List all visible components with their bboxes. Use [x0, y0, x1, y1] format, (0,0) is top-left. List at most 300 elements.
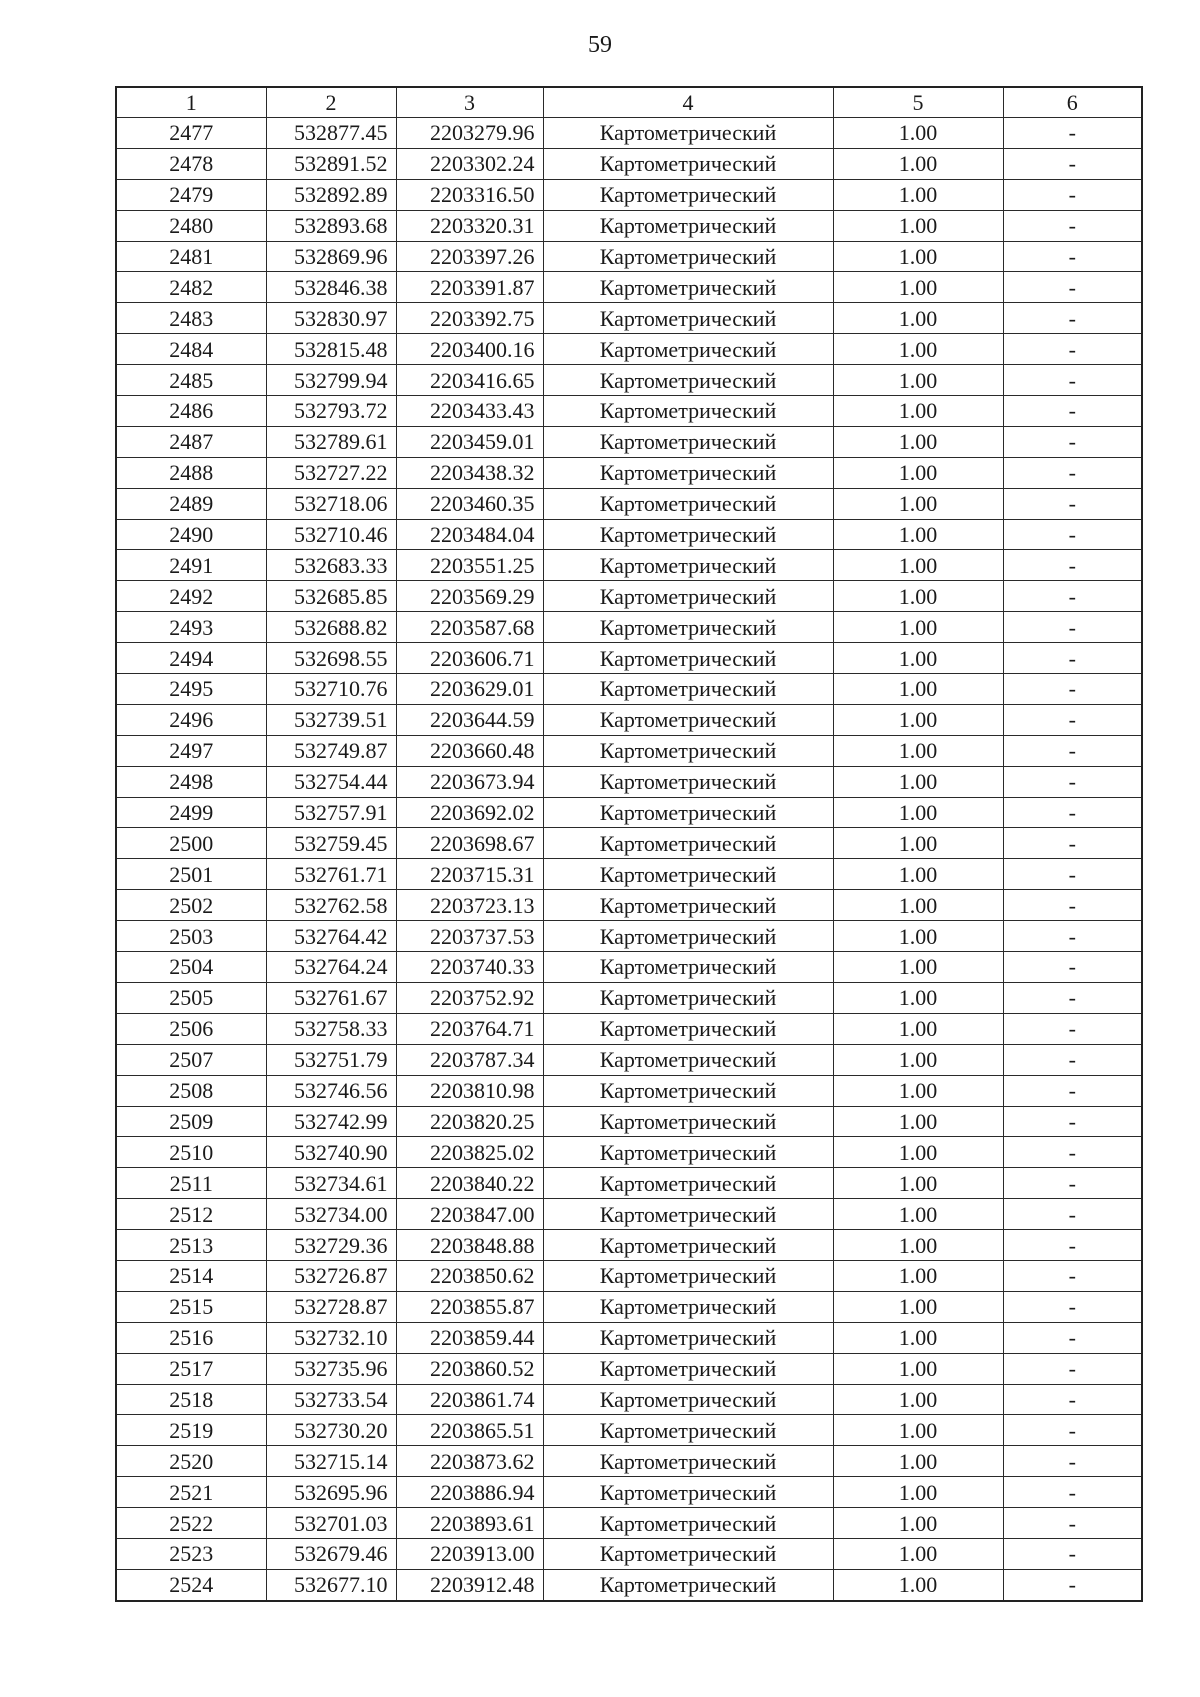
method-cell: Картометрический: [543, 674, 833, 705]
x-coordinate-cell: 532698.55: [266, 643, 396, 674]
point-number-cell: 2516: [116, 1322, 266, 1353]
y-coordinate-cell: 2203787.34: [396, 1044, 543, 1075]
page-number: 59: [588, 32, 612, 58]
point-number-cell: 2499: [116, 797, 266, 828]
point-number-cell: 2498: [116, 766, 266, 797]
table-row: [116, 1538, 1142, 1569]
method-cell: Картометрический: [543, 1075, 833, 1106]
point-number-cell: 2517: [116, 1353, 266, 1384]
description-cell: -: [1003, 1384, 1142, 1415]
accuracy-cell: 1.00: [833, 365, 1003, 396]
x-coordinate-cell: 532734.61: [266, 1168, 396, 1199]
y-coordinate-cell: 2203859.44: [396, 1322, 543, 1353]
table-row: [116, 921, 1142, 952]
accuracy-cell: 1.00: [833, 1075, 1003, 1106]
y-coordinate-cell: 2203847.00: [396, 1199, 543, 1230]
description-cell: -: [1003, 488, 1142, 519]
accuracy-cell: 1.00: [833, 1415, 1003, 1446]
method-cell: Картометрический: [543, 704, 833, 735]
accuracy-cell: 1.00: [833, 1137, 1003, 1168]
accuracy-cell: 1.00: [833, 921, 1003, 952]
description-cell: -: [1003, 1137, 1142, 1168]
table-row: [116, 1260, 1142, 1291]
description-cell: -: [1003, 396, 1142, 427]
description-cell: -: [1003, 241, 1142, 272]
description-cell: -: [1003, 210, 1142, 241]
description-cell: -: [1003, 828, 1142, 859]
y-coordinate-cell: 2203392.75: [396, 303, 543, 334]
accuracy-cell: 1.00: [833, 1538, 1003, 1569]
x-coordinate-cell: 532761.71: [266, 859, 396, 890]
y-coordinate-cell: 2203587.68: [396, 612, 543, 643]
point-number-cell: 2485: [116, 365, 266, 396]
description-cell: -: [1003, 148, 1142, 179]
x-coordinate-cell: 532746.56: [266, 1075, 396, 1106]
accuracy-cell: 1.00: [833, 1477, 1003, 1508]
accuracy-cell: 1.00: [833, 1106, 1003, 1137]
table-row: [116, 365, 1142, 396]
method-cell: Картометрический: [543, 241, 833, 272]
method-cell: Картометрический: [543, 859, 833, 890]
y-coordinate-cell: 2203629.01: [396, 674, 543, 705]
table-row: [116, 488, 1142, 519]
description-cell: -: [1003, 1106, 1142, 1137]
y-coordinate-cell: 2203279.96: [396, 118, 543, 149]
y-coordinate-cell: 2203886.94: [396, 1477, 543, 1508]
method-cell: Картометрический: [543, 1569, 833, 1600]
point-number-cell: 2496: [116, 704, 266, 735]
y-coordinate-cell: 2203397.26: [396, 241, 543, 272]
table-row: [116, 828, 1142, 859]
description-cell: -: [1003, 457, 1142, 488]
point-number-cell: 2515: [116, 1291, 266, 1322]
point-number-cell: 2504: [116, 952, 266, 983]
x-coordinate-cell: 532735.96: [266, 1353, 396, 1384]
column-header-3: 3: [396, 87, 543, 118]
method-cell: Картометрический: [543, 1384, 833, 1415]
table-row: [116, 334, 1142, 365]
point-number-cell: 2493: [116, 612, 266, 643]
accuracy-cell: 1.00: [833, 148, 1003, 179]
y-coordinate-cell: 2203723.13: [396, 890, 543, 921]
table-row: [116, 1384, 1142, 1415]
method-cell: Картометрический: [543, 426, 833, 457]
accuracy-cell: 1.00: [833, 426, 1003, 457]
x-coordinate-cell: 532733.54: [266, 1384, 396, 1415]
accuracy-cell: 1.00: [833, 859, 1003, 890]
accuracy-cell: 1.00: [833, 828, 1003, 859]
description-cell: -: [1003, 1415, 1142, 1446]
header-row: [116, 87, 1142, 118]
point-number-cell: 2500: [116, 828, 266, 859]
y-coordinate-cell: 2203840.22: [396, 1168, 543, 1199]
point-number-cell: 2524: [116, 1569, 266, 1600]
table-row: [116, 1137, 1142, 1168]
y-coordinate-cell: 2203459.01: [396, 426, 543, 457]
point-number-cell: 2479: [116, 179, 266, 210]
point-number-cell: 2514: [116, 1260, 266, 1291]
table-row: [116, 148, 1142, 179]
accuracy-cell: 1.00: [833, 952, 1003, 983]
accuracy-cell: 1.00: [833, 118, 1003, 149]
coordinates-table: [115, 86, 1143, 1602]
method-cell: Картометрический: [543, 1260, 833, 1291]
x-coordinate-cell: 532758.33: [266, 1013, 396, 1044]
table-row: [116, 241, 1142, 272]
point-number-cell: 2491: [116, 550, 266, 581]
description-cell: -: [1003, 921, 1142, 952]
y-coordinate-cell: 2203737.53: [396, 921, 543, 952]
table-row: [116, 581, 1142, 612]
accuracy-cell: 1.00: [833, 612, 1003, 643]
method-cell: Картометрический: [543, 982, 833, 1013]
point-number-cell: 2518: [116, 1384, 266, 1415]
point-number-cell: 2487: [116, 426, 266, 457]
y-coordinate-cell: 2203644.59: [396, 704, 543, 735]
description-cell: -: [1003, 334, 1142, 365]
description-cell: -: [1003, 1075, 1142, 1106]
description-cell: -: [1003, 179, 1142, 210]
description-cell: -: [1003, 1199, 1142, 1230]
point-number-cell: 2482: [116, 272, 266, 303]
description-cell: -: [1003, 704, 1142, 735]
table-row: [116, 1569, 1142, 1600]
method-cell: Картометрический: [543, 210, 833, 241]
accuracy-cell: 1.00: [833, 1013, 1003, 1044]
table-row: [116, 1353, 1142, 1384]
y-coordinate-cell: 2203861.74: [396, 1384, 543, 1415]
accuracy-cell: 1.00: [833, 1353, 1003, 1384]
accuracy-cell: 1.00: [833, 488, 1003, 519]
description-cell: -: [1003, 612, 1142, 643]
method-cell: Картометрический: [543, 118, 833, 149]
accuracy-cell: 1.00: [833, 179, 1003, 210]
method-cell: Картометрический: [543, 1044, 833, 1075]
point-number-cell: 2481: [116, 241, 266, 272]
description-cell: -: [1003, 1260, 1142, 1291]
y-coordinate-cell: 2203569.29: [396, 581, 543, 612]
accuracy-cell: 1.00: [833, 1260, 1003, 1291]
accuracy-cell: 1.00: [833, 210, 1003, 241]
method-cell: Картометрический: [543, 396, 833, 427]
table-header: [116, 87, 1142, 118]
y-coordinate-cell: 2203873.62: [396, 1446, 543, 1477]
y-coordinate-cell: 2203316.50: [396, 179, 543, 210]
table-row: [116, 210, 1142, 241]
description-cell: -: [1003, 1508, 1142, 1539]
method-cell: Картометрический: [543, 890, 833, 921]
point-number-cell: 2507: [116, 1044, 266, 1075]
x-coordinate-cell: 532761.67: [266, 982, 396, 1013]
y-coordinate-cell: 2203692.02: [396, 797, 543, 828]
accuracy-cell: 1.00: [833, 890, 1003, 921]
x-coordinate-cell: 532891.52: [266, 148, 396, 179]
table-row: [116, 704, 1142, 735]
accuracy-cell: 1.00: [833, 396, 1003, 427]
description-cell: -: [1003, 1538, 1142, 1569]
y-coordinate-cell: 2203460.35: [396, 488, 543, 519]
point-number-cell: 2509: [116, 1106, 266, 1137]
accuracy-cell: 1.00: [833, 550, 1003, 581]
description-cell: -: [1003, 890, 1142, 921]
accuracy-cell: 1.00: [833, 1384, 1003, 1415]
description-cell: -: [1003, 674, 1142, 705]
x-coordinate-cell: 532739.51: [266, 704, 396, 735]
y-coordinate-cell: 2203764.71: [396, 1013, 543, 1044]
table-body: [116, 118, 1142, 1601]
accuracy-cell: 1.00: [833, 241, 1003, 272]
method-cell: Картометрический: [543, 1168, 833, 1199]
method-cell: Картометрический: [543, 1353, 833, 1384]
x-coordinate-cell: 532710.76: [266, 674, 396, 705]
y-coordinate-cell: 2203912.48: [396, 1569, 543, 1600]
method-cell: Картометрический: [543, 952, 833, 983]
point-number-cell: 2508: [116, 1075, 266, 1106]
accuracy-cell: 1.00: [833, 581, 1003, 612]
x-coordinate-cell: 532732.10: [266, 1322, 396, 1353]
description-cell: -: [1003, 519, 1142, 550]
description-cell: -: [1003, 303, 1142, 334]
description-cell: -: [1003, 1291, 1142, 1322]
point-number-cell: 2494: [116, 643, 266, 674]
method-cell: Картометрический: [543, 272, 833, 303]
x-coordinate-cell: 532830.97: [266, 303, 396, 334]
table-row: [116, 1415, 1142, 1446]
method-cell: Картометрический: [543, 797, 833, 828]
y-coordinate-cell: 2203825.02: [396, 1137, 543, 1168]
x-coordinate-cell: 532729.36: [266, 1230, 396, 1261]
y-coordinate-cell: 2203752.92: [396, 982, 543, 1013]
y-coordinate-cell: 2203606.71: [396, 643, 543, 674]
table-row: [116, 1013, 1142, 1044]
point-number-cell: 2510: [116, 1137, 266, 1168]
x-coordinate-cell: 532764.42: [266, 921, 396, 952]
accuracy-cell: 1.00: [833, 457, 1003, 488]
method-cell: Картометрический: [543, 1106, 833, 1137]
table-row: [116, 303, 1142, 334]
y-coordinate-cell: 2203660.48: [396, 735, 543, 766]
table-row: [116, 1477, 1142, 1508]
x-coordinate-cell: 532893.68: [266, 210, 396, 241]
x-coordinate-cell: 532815.48: [266, 334, 396, 365]
accuracy-cell: 1.00: [833, 704, 1003, 735]
description-cell: -: [1003, 982, 1142, 1013]
method-cell: Картометрический: [543, 828, 833, 859]
description-cell: -: [1003, 766, 1142, 797]
point-number-cell: 2521: [116, 1477, 266, 1508]
x-coordinate-cell: 532715.14: [266, 1446, 396, 1477]
table-row: [116, 890, 1142, 921]
x-coordinate-cell: 532728.87: [266, 1291, 396, 1322]
x-coordinate-cell: 532726.87: [266, 1260, 396, 1291]
table-row: [116, 1508, 1142, 1539]
y-coordinate-cell: 2203551.25: [396, 550, 543, 581]
y-coordinate-cell: 2203438.32: [396, 457, 543, 488]
accuracy-cell: 1.00: [833, 1199, 1003, 1230]
table-row: [116, 396, 1142, 427]
method-cell: Картометрический: [543, 1446, 833, 1477]
method-cell: Картометрический: [543, 488, 833, 519]
table-row: [116, 1291, 1142, 1322]
y-coordinate-cell: 2203893.61: [396, 1508, 543, 1539]
point-number-cell: 2520: [116, 1446, 266, 1477]
method-cell: Картометрический: [543, 365, 833, 396]
x-coordinate-cell: 532683.33: [266, 550, 396, 581]
y-coordinate-cell: 2203810.98: [396, 1075, 543, 1106]
point-number-cell: 2484: [116, 334, 266, 365]
point-number-cell: 2512: [116, 1199, 266, 1230]
method-cell: Картометрический: [543, 1013, 833, 1044]
x-coordinate-cell: 532762.58: [266, 890, 396, 921]
y-coordinate-cell: 2203698.67: [396, 828, 543, 859]
accuracy-cell: 1.00: [833, 982, 1003, 1013]
table-row: [116, 735, 1142, 766]
x-coordinate-cell: 532846.38: [266, 272, 396, 303]
y-coordinate-cell: 2203848.88: [396, 1230, 543, 1261]
y-coordinate-cell: 2203416.65: [396, 365, 543, 396]
description-cell: -: [1003, 1477, 1142, 1508]
description-cell: -: [1003, 859, 1142, 890]
method-cell: Картометрический: [543, 1508, 833, 1539]
point-number-cell: 2495: [116, 674, 266, 705]
description-cell: -: [1003, 1353, 1142, 1384]
x-coordinate-cell: 532730.20: [266, 1415, 396, 1446]
point-number-cell: 2501: [116, 859, 266, 890]
point-number-cell: 2490: [116, 519, 266, 550]
point-number-cell: 2480: [116, 210, 266, 241]
table-row: [116, 179, 1142, 210]
table-row: [116, 1075, 1142, 1106]
method-cell: Картометрический: [543, 1415, 833, 1446]
method-cell: Картометрический: [543, 148, 833, 179]
x-coordinate-cell: 532749.87: [266, 735, 396, 766]
method-cell: Картометрический: [543, 303, 833, 334]
accuracy-cell: 1.00: [833, 1508, 1003, 1539]
column-header-2: 2: [266, 87, 396, 118]
description-cell: -: [1003, 550, 1142, 581]
point-number-cell: 2483: [116, 303, 266, 334]
table-row: [116, 519, 1142, 550]
x-coordinate-cell: 532754.44: [266, 766, 396, 797]
accuracy-cell: 1.00: [833, 1322, 1003, 1353]
method-cell: Картометрический: [543, 1291, 833, 1322]
method-cell: Картометрический: [543, 1137, 833, 1168]
y-coordinate-cell: 2203320.31: [396, 210, 543, 241]
table-row: [116, 797, 1142, 828]
description-cell: -: [1003, 426, 1142, 457]
y-coordinate-cell: 2203860.52: [396, 1353, 543, 1384]
method-cell: Картометрический: [543, 1199, 833, 1230]
x-coordinate-cell: 532793.72: [266, 396, 396, 427]
method-cell: Картометрический: [543, 643, 833, 674]
method-cell: Картометрический: [543, 921, 833, 952]
point-number-cell: 2486: [116, 396, 266, 427]
method-cell: Картометрический: [543, 735, 833, 766]
table-row: [116, 1199, 1142, 1230]
x-coordinate-cell: 532757.91: [266, 797, 396, 828]
x-coordinate-cell: 532688.82: [266, 612, 396, 643]
description-cell: -: [1003, 1322, 1142, 1353]
y-coordinate-cell: 2203302.24: [396, 148, 543, 179]
description-cell: -: [1003, 1044, 1142, 1075]
accuracy-cell: 1.00: [833, 766, 1003, 797]
method-cell: Картометрический: [543, 179, 833, 210]
table-row: [116, 1044, 1142, 1075]
table-row: [116, 272, 1142, 303]
table-row: [116, 612, 1142, 643]
x-coordinate-cell: 532751.79: [266, 1044, 396, 1075]
method-cell: Картометрический: [543, 550, 833, 581]
method-cell: Картометрический: [543, 581, 833, 612]
description-cell: -: [1003, 1446, 1142, 1477]
table-row: [116, 766, 1142, 797]
table-row: [116, 643, 1142, 674]
y-coordinate-cell: 2203715.31: [396, 859, 543, 890]
method-cell: Картометрический: [543, 1322, 833, 1353]
accuracy-cell: 1.00: [833, 735, 1003, 766]
x-coordinate-cell: 532892.89: [266, 179, 396, 210]
point-number-cell: 2497: [116, 735, 266, 766]
table-row: [116, 1446, 1142, 1477]
method-cell: Картометрический: [543, 519, 833, 550]
y-coordinate-cell: 2203391.87: [396, 272, 543, 303]
description-cell: -: [1003, 797, 1142, 828]
point-number-cell: 2513: [116, 1230, 266, 1261]
description-cell: -: [1003, 272, 1142, 303]
column-header-1: 1: [116, 87, 266, 118]
point-number-cell: 2511: [116, 1168, 266, 1199]
y-coordinate-cell: 2203913.00: [396, 1538, 543, 1569]
method-cell: Картометрический: [543, 1538, 833, 1569]
table-row: [116, 426, 1142, 457]
description-cell: -: [1003, 1230, 1142, 1261]
table-row: [116, 982, 1142, 1013]
x-coordinate-cell: 532740.90: [266, 1137, 396, 1168]
y-coordinate-cell: 2203433.43: [396, 396, 543, 427]
y-coordinate-cell: 2203484.04: [396, 519, 543, 550]
table-row: [116, 1230, 1142, 1261]
description-cell: -: [1003, 643, 1142, 674]
point-number-cell: 2523: [116, 1538, 266, 1569]
accuracy-cell: 1.00: [833, 674, 1003, 705]
y-coordinate-cell: 2203740.33: [396, 952, 543, 983]
accuracy-cell: 1.00: [833, 303, 1003, 334]
x-coordinate-cell: 532789.61: [266, 426, 396, 457]
accuracy-cell: 1.00: [833, 334, 1003, 365]
y-coordinate-cell: 2203673.94: [396, 766, 543, 797]
accuracy-cell: 1.00: [833, 1291, 1003, 1322]
description-cell: -: [1003, 581, 1142, 612]
x-coordinate-cell: 532869.96: [266, 241, 396, 272]
accuracy-cell: 1.00: [833, 1044, 1003, 1075]
y-coordinate-cell: 2203855.87: [396, 1291, 543, 1322]
point-number-cell: 2478: [116, 148, 266, 179]
table-row: [116, 952, 1142, 983]
point-number-cell: 2506: [116, 1013, 266, 1044]
description-cell: -: [1003, 1013, 1142, 1044]
accuracy-cell: 1.00: [833, 519, 1003, 550]
point-number-cell: 2502: [116, 890, 266, 921]
accuracy-cell: 1.00: [833, 1569, 1003, 1600]
table-row: [116, 1106, 1142, 1137]
accuracy-cell: 1.00: [833, 1168, 1003, 1199]
table-row: [116, 1322, 1142, 1353]
x-coordinate-cell: 532701.03: [266, 1508, 396, 1539]
point-number-cell: 2489: [116, 488, 266, 519]
point-number-cell: 2519: [116, 1415, 266, 1446]
x-coordinate-cell: 532799.94: [266, 365, 396, 396]
description-cell: -: [1003, 735, 1142, 766]
